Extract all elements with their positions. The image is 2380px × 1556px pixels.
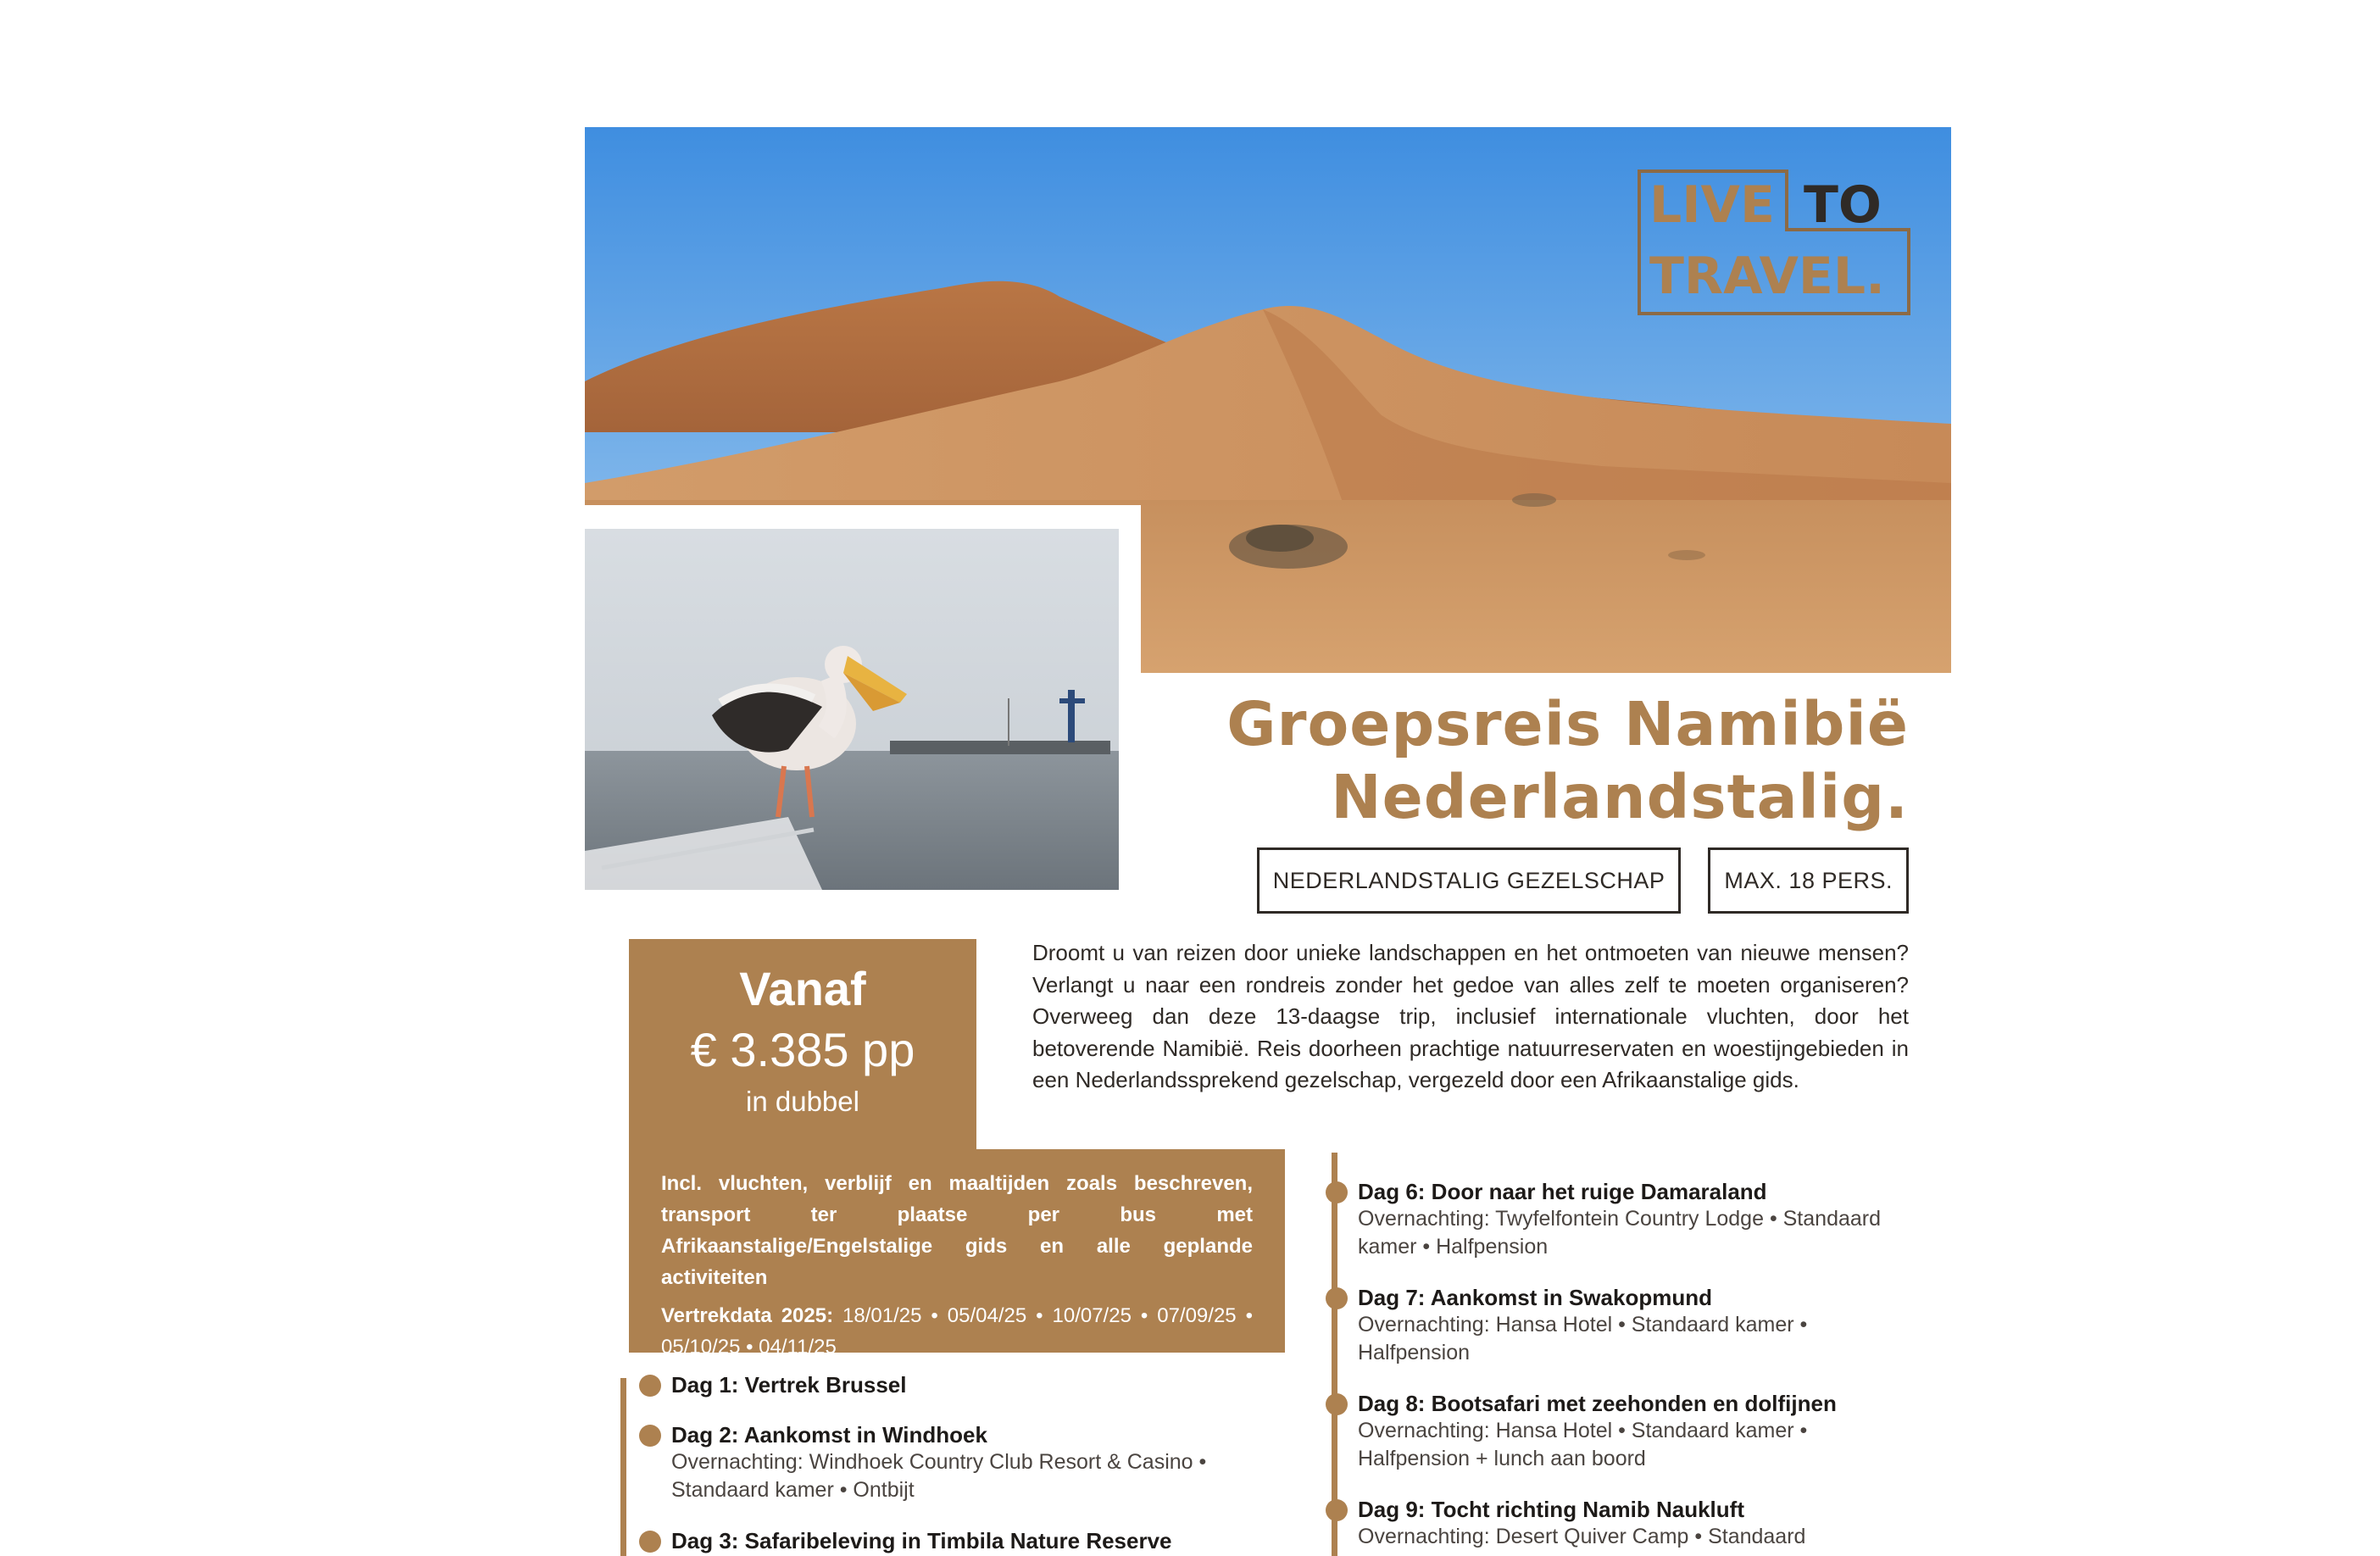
departure-dates-values: 18/01/25 • 05/04/25 • 10/07/25 • 07/09/25 • 05/10/25 • 04/11/25 (661, 1304, 1254, 1359)
day-title: Dag 8: Bootsafari met zeehonden en dolfijnen (1358, 1391, 1837, 1416)
itinerary-day (671, 1421, 1282, 1504)
live-to-travel-logo (1634, 166, 1914, 319)
timeline-right-line (1332, 1153, 1337, 1556)
timeline-dot (639, 1425, 661, 1447)
timeline-dot (1326, 1393, 1348, 1415)
tag-max-persons: MAX. 18 PERS. (1708, 847, 1909, 914)
day-title: Dag 3: Safaribeleving in Timbila Nature Reserve (671, 1528, 1172, 1553)
timeline-dot (1326, 1181, 1348, 1203)
title-line-1: Groepsreis Namibië (1226, 689, 1909, 759)
intro-paragraph: Droomt u van reizen door unieke landschappen en het ontmoeten van nieuwe mensen? Verlangt u naar een rondreis zonder het gedoe van alles zelf te moeten organiseren? Overweeg dan deze 13-daagse trip, inclusief internationale vluchten, door het betoverende Namibië. Reis doorheen prachtige natuurreservaten en woestijngebieden in een Nederlandssprekend gezelschap, vergezeld door een Afrikaanstalige gids. (1032, 940, 1909, 1092)
timeline-dot (639, 1531, 661, 1553)
page-title (1146, 688, 1909, 834)
day-title: Dag 7: Aankomst in Swakopmund (1358, 1285, 1712, 1310)
day-title: Dag 6: Door naar het ruige Damaraland (1358, 1179, 1767, 1204)
itinerary-day (1358, 1178, 1917, 1261)
departure-dates (661, 1300, 1253, 1363)
itinerary-day (1358, 1496, 1917, 1551)
pelican-photo (585, 529, 1119, 890)
day-title: Dag 2: Aankomst in Windhoek (671, 1422, 987, 1448)
included-text: Incl. vluchten, verblijf en maaltijden zoals beschreven, transport ter plaatse per bus met Afrikaanstalige/Engelstalige gids en alle geplande activiteiten (661, 1172, 1253, 1289)
day-detail: Overnachting: Hansa Hotel • Standaard kamer • Halfpension + lunch aan boord (1358, 1419, 1808, 1470)
timeline-dot (1326, 1287, 1348, 1309)
timeline-dot (639, 1375, 661, 1397)
day-title: Dag 1: Vertrek Brussel (671, 1372, 907, 1398)
day-detail: Overnachting: Hansa Hotel • Standaard kamer • Halfpension (1358, 1313, 1808, 1364)
day-detail: Overnachting: Desert Quiver Camp • Standaard (1358, 1525, 1806, 1548)
tag-row (1257, 847, 1909, 914)
tag-language: NEDERLANDSTALIG GEZELSCHAP (1257, 847, 1682, 914)
itinerary-left (671, 1371, 1282, 1556)
price-box (629, 939, 976, 1149)
timeline-left-line (620, 1378, 626, 1556)
logo-word-live: LIVE (1649, 175, 1775, 235)
departure-dates-label: Vertrekdata 2025: (661, 1304, 834, 1327)
logo-word-travel: TRAVEL. (1649, 247, 1885, 306)
logo-word-to: TO (1804, 175, 1882, 235)
price-value: € 3.385 pp (690, 1023, 915, 1076)
price-from-label: Vanaf (739, 962, 866, 1015)
timeline-dot (1326, 1499, 1348, 1521)
day-detail: Overnachting: Twyfelfontein Country Lodge • Standaard kamer • Halfpension (1358, 1207, 1882, 1259)
itinerary-day (671, 1371, 1282, 1398)
itinerary-day (1358, 1284, 1917, 1367)
included-box (629, 1149, 1285, 1359)
itinerary-day (1358, 1390, 1917, 1473)
title-line-2: Nederlandstalig. (1331, 762, 1909, 832)
itinerary-day (671, 1527, 1282, 1554)
price-note: in dubbel (746, 1086, 859, 1117)
day-title: Dag 9: Tocht richting Namib Naukluft (1358, 1497, 1744, 1522)
day-detail: Overnachting: Windhoek Country Club Resort & Casino • Standaard kamer • Ontbijt (671, 1450, 1207, 1502)
brochure-page (585, 127, 1951, 1556)
itinerary-right (1358, 1178, 1917, 1556)
